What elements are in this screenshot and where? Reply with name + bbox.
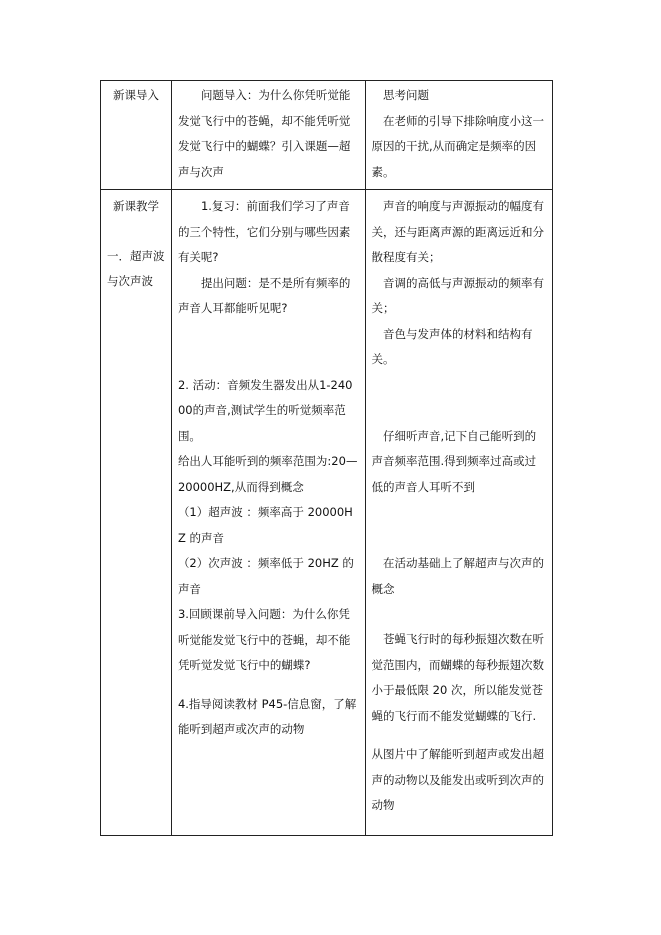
teacher-text: 4.指导阅读教材 P45-信息窗，了解能听到超声或次声的动物 xyxy=(177,696,357,736)
spacer xyxy=(372,602,547,627)
student-text: 从图片中了解能听到超声或发出超声的动物以及能发出或听到次声的动物 xyxy=(371,747,544,812)
student-text: 仔细听声音,记下自己能听到的声音频率范围.得到频率过高或过低的声音人耳听不到 xyxy=(371,428,537,494)
stage-cell xyxy=(101,81,172,190)
teacher-text: 提出问题：是不是所有频率的声音人耳都能听见呢? xyxy=(177,275,351,315)
student-text: 在活动基础上了解超声与次声的概念 xyxy=(371,556,544,596)
spacer xyxy=(178,679,359,692)
spacer xyxy=(372,500,547,551)
spacer xyxy=(372,373,547,424)
stage-label: 新课导入 xyxy=(112,88,159,102)
table-row xyxy=(101,81,553,190)
student-text: 在老师的引导下排除响度小这一原因的干扰,从而确定是频率的因素。 xyxy=(371,113,544,179)
stage-label: 新课教学 xyxy=(112,199,159,213)
student-activity-cell xyxy=(365,81,553,190)
student-text: 声音的响度与声源振动的幅度有关，还与距离声源的距离远近和分散程度有关； xyxy=(371,199,544,264)
teacher-text: 3.回顾课前导入问题：为什么你凭听觉能发觉飞行中的苍蝇，却不能凭听觉发觉飞行中的蝴蝶? xyxy=(177,607,351,672)
teacher-text: 2. 活动：音频发生器发出从1-24000的声音,测试学生的听觉频率范围。 xyxy=(177,377,353,443)
student-text: 思考问题 xyxy=(383,88,429,102)
table-row xyxy=(101,190,553,836)
teacher-activity-cell xyxy=(171,190,365,836)
student-text: 音调的高低与声源振动的频率有关； xyxy=(371,275,544,315)
stage-cell xyxy=(101,190,172,836)
student-text: 苍蝇飞行时的每秒振翅次数在听觉范围内，而蝴蝶的每秒振翅次数小于最低限 20 次，所以能发觉苍蝇的飞行而不能发觉蝴蝶的飞行. xyxy=(371,632,544,723)
section-label: 一．超声波与次声波 xyxy=(107,248,165,288)
teacher-text: （1）超声波 ：频率高于 20000HZ 的声音 xyxy=(177,505,353,545)
student-activity-cell xyxy=(365,190,553,836)
teacher-text: 1.复习：前面我们学习了声音的三个特性，它们分别与哪些因素有关呢? xyxy=(177,199,351,264)
spacer xyxy=(372,729,547,742)
teacher-activity-cell xyxy=(171,81,365,190)
teacher-text: 问题导入：为什么你凭听觉能发觉飞行中的苍蝇，却不能凭听觉发觉飞行中的蝴蝶？引入课题—超声与次声 xyxy=(177,88,351,179)
teacher-text: （2）次声波 ：频率低于 20HZ 的声音 xyxy=(177,556,354,596)
student-text: 音色与发声体的材料和结构有关。 xyxy=(371,326,533,366)
spacer xyxy=(178,322,359,373)
lesson-plan-table xyxy=(100,80,553,836)
teacher-text: 给出人耳能听到的频率范围为:20—20000HZ,从而得到概念 xyxy=(177,454,358,494)
